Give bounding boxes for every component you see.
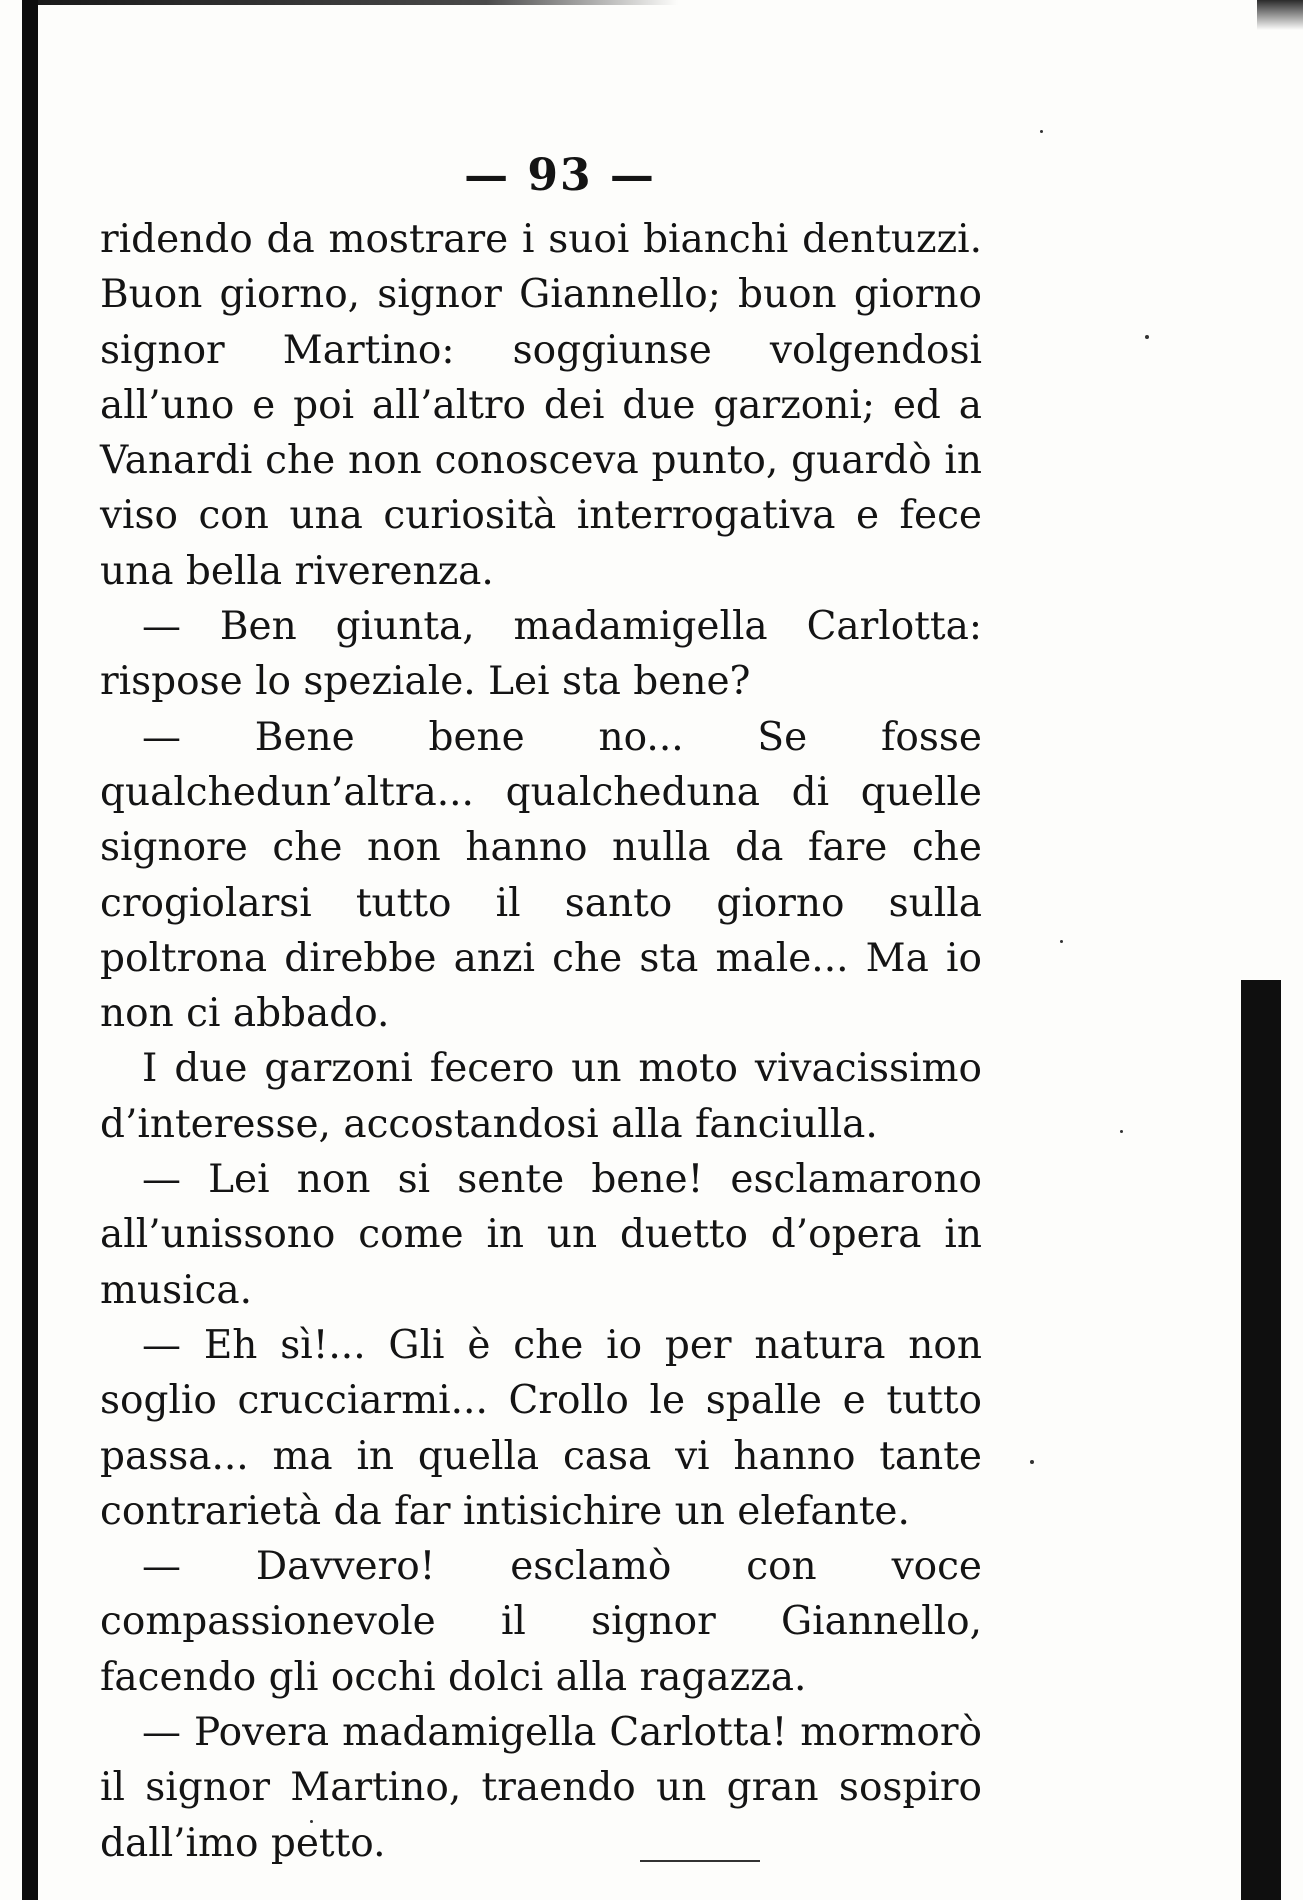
speck	[1040, 130, 1043, 133]
paragraph: — Lei non si sente bene! esclamarono all’unissono come in un duetto d’opera in musica.	[100, 1157, 982, 1313]
page-number: — 93 —	[464, 150, 656, 201]
paragraph: — Povera madamigella Carlotta! mormorò il signor Martino, traendo un gran sospiro dall’imo petto.	[100, 1710, 982, 1866]
paragraph: — Davvero! esclamò con voce compassionevole il signor Giannello, facendo gli occhi dolci alla ragazza.	[100, 1544, 982, 1700]
scan-edge-shadow-right	[1241, 980, 1281, 1900]
paragraph: I due garzoni fecero un moto vivacissimo d’interesse, accostandosi alla fanciulla.	[100, 1046, 982, 1147]
speck	[1030, 1460, 1034, 1464]
paragraph: — Bene bene no... Se fosse qualchedun’altra... qualcheduna di quelle signore che non hanno nulla da fare che crogiolarsi tutto il santo giorno sulla poltrona direbbe anzi che sta male... Ma io non ci abbado.	[100, 714, 982, 1037]
scan-corner-shadow	[1257, 0, 1303, 30]
scan-edge-shadow-top	[38, 0, 678, 5]
speck	[1145, 335, 1149, 339]
paragraph: — Eh sì!... Gli è che io per natura non soglio crucciarmi... Crollo le spalle e tutto passa... ma in quella casa vi hanno tante contrarietà da far intisichire un elefante.	[100, 1322, 982, 1534]
paragraph-continuation: ridendo da mostrare i suoi bianchi dentuzzi. Buon giorno, signor Giannello; buon giorno signor Martino: soggiunse volgendosi all’uno e poi all’altro dei due garzoni; ed a Vanardi che non conosceva punto, guardò in viso con una curiosità interrogativa e fece una bella riverenza.	[100, 217, 982, 594]
speck	[1060, 940, 1063, 943]
body-text	[100, 212, 982, 1871]
paragraph: — Ben giunta, madamigella Carlotta: rispose lo speziale. Lei sta bene?	[100, 604, 982, 705]
speck	[1120, 1130, 1123, 1133]
scan-binding-shadow-left	[22, 0, 38, 1900]
